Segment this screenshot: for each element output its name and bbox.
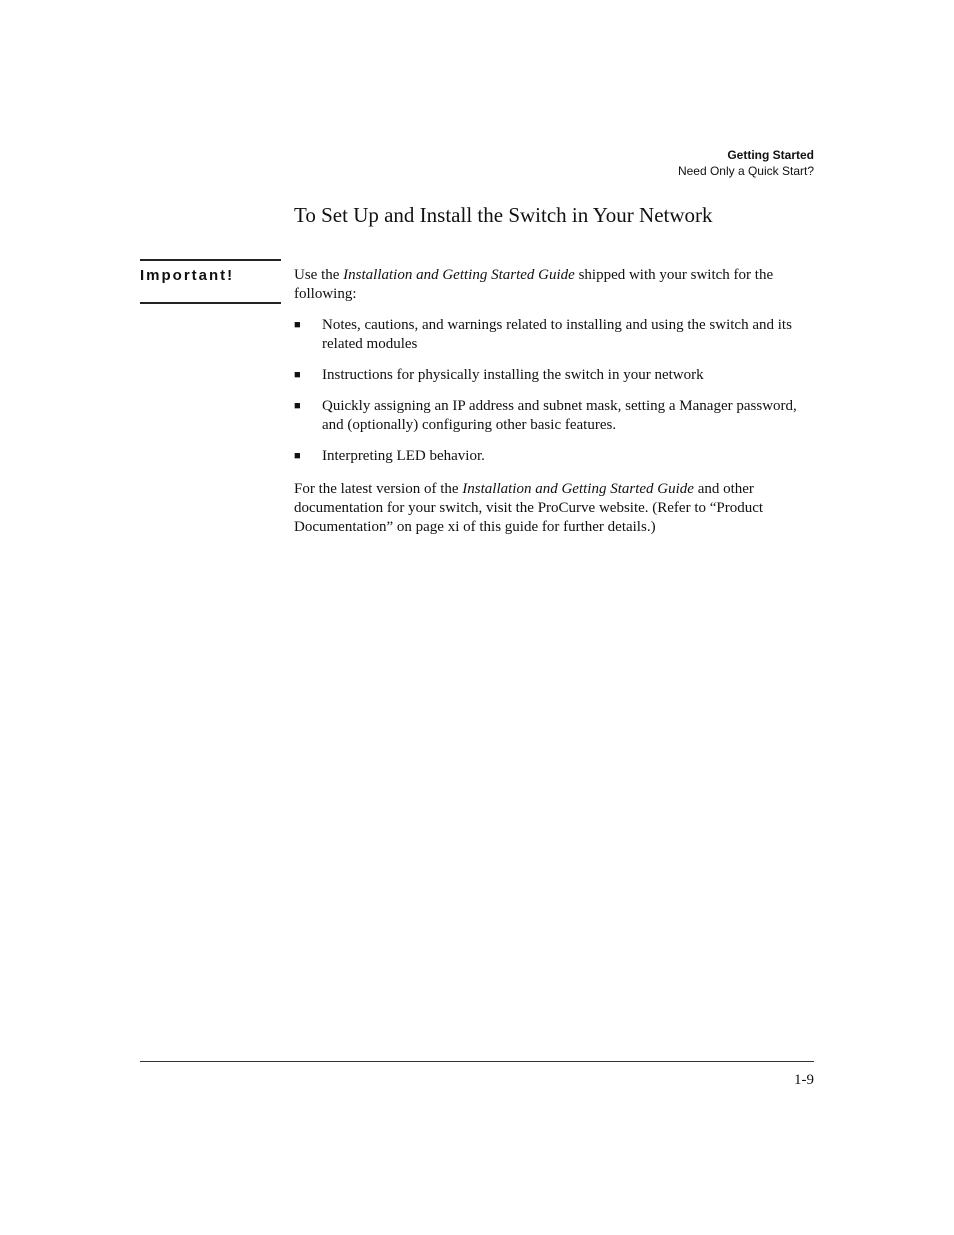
- page-number: 1-9: [794, 1072, 814, 1088]
- running-head-section: Need Only a Quick Start?: [677, 164, 814, 178]
- list-item: [294, 316, 816, 354]
- guide-title-italic: Installation and Getting Started Guide: [343, 267, 575, 283]
- latest-version-paragraph: [294, 480, 816, 537]
- note-intro-pre: Use the: [294, 267, 344, 283]
- list-item-text: Quickly assigning an IP address and subnet mask, setting a Manager password, and (optionally) configuring other basic features.: [322, 398, 797, 433]
- list-item-text: Instructions for physically installing the switch in your network: [322, 367, 704, 383]
- note-body: [294, 266, 816, 537]
- square-bullet-icon: ■: [294, 450, 301, 462]
- footer-rule: [140, 1061, 814, 1062]
- note-top-rule: [140, 259, 281, 261]
- list-item: [294, 366, 816, 385]
- square-bullet-icon: ■: [294, 400, 301, 412]
- guide-title-italic: Installation and Getting Started Guide: [462, 481, 694, 497]
- running-head-chapter: Getting Started: [727, 148, 814, 162]
- list-item: [294, 397, 816, 435]
- paragraph-post: and other documentation for your switch, visit the ProCurve website. (Refer to “Product Documentation” on page xi of this guide for further details.): [294, 481, 764, 535]
- note-bottom-rule: [140, 302, 281, 304]
- square-bullet-icon: ■: [294, 319, 301, 331]
- bullet-list: [294, 316, 816, 466]
- square-bullet-icon: ■: [294, 369, 301, 381]
- running-head: [678, 147, 814, 179]
- section-title: To Set Up and Install the Switch in Your Network: [294, 203, 713, 227]
- paragraph-pre: For the latest version of the: [294, 481, 463, 497]
- list-item-text: Interpreting LED behavior.: [322, 448, 485, 464]
- list-item-text: Notes, cautions, and warnings related to installing and using the switch and its related modules: [322, 317, 792, 352]
- note-intro-post: shipped with your switch for the following:: [294, 267, 774, 302]
- note-intro: [294, 266, 816, 304]
- important-label: Important!: [140, 267, 235, 284]
- list-item: [294, 447, 816, 466]
